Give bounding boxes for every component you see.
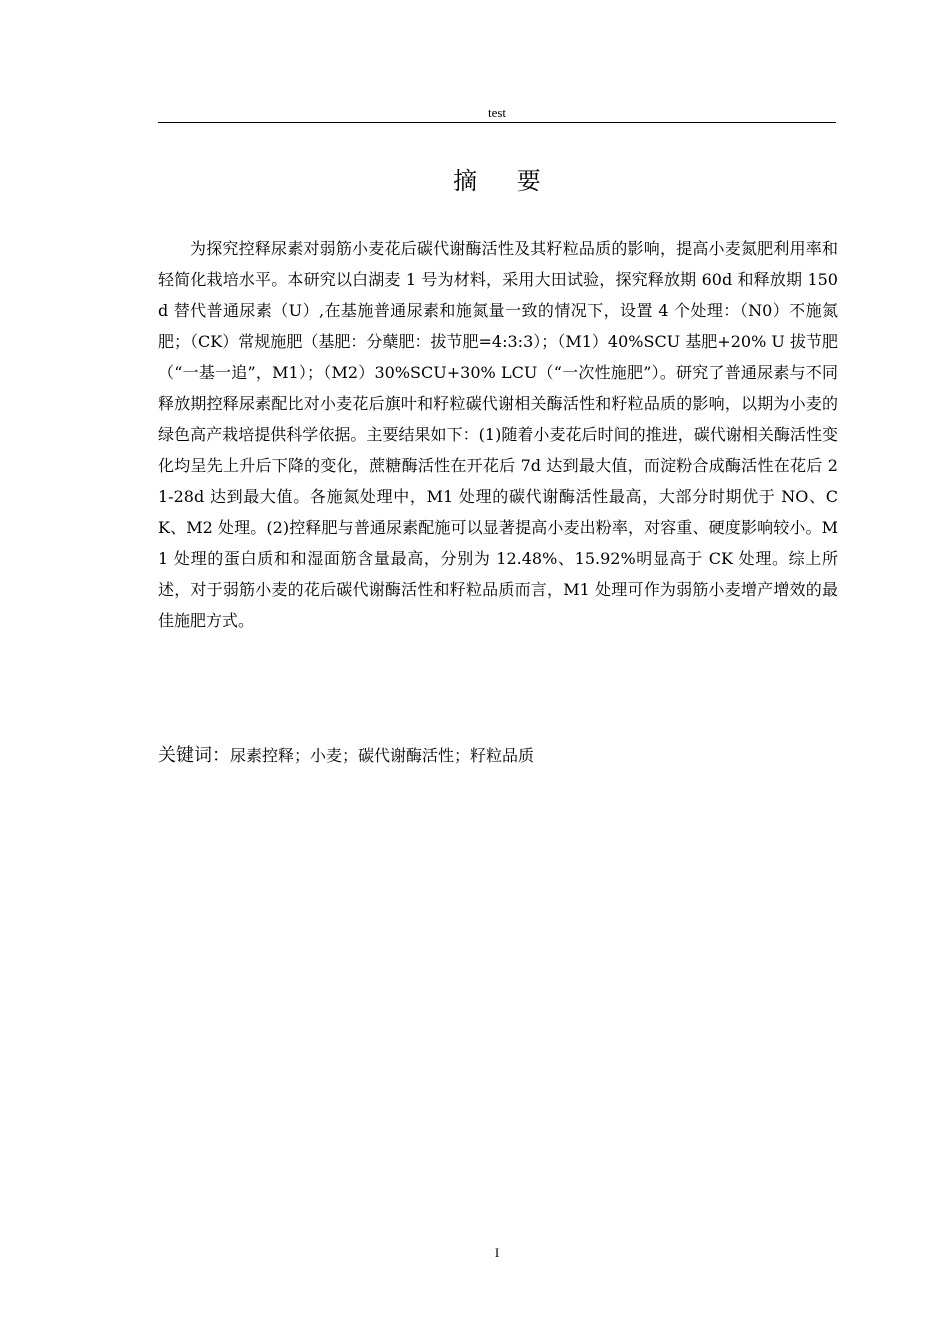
running-header: test <box>487 105 507 120</box>
keywords-text: 尿素控释；小麦；碳代谢酶活性；籽粒品质 <box>230 746 535 765</box>
abstract-title: 摘 要 <box>453 167 557 195</box>
page-number: I <box>494 1245 500 1260</box>
abstract-body: 为探究控释尿素对弱筋小麦花后碳代谢酶活性及其籽粒品质的影响，提高小麦氮肥利用率和轻简化栽培水平。本研究以白湖麦 1 号为材料，采用大田试验，探究释放期 60d 和释放期 150d 替代普通尿素（U）,在基施普通尿素和施氮量一致的情况下，设置 4 个处理：（N0）不施氮肥；（CK）常规施肥（基肥：分蘖肥：拔节肥=4:3:3）；（M1）40%SCU 基肥+20% U 拔节肥（“一基一追”，M1）；（M2）30%SCU+30% LCU（“一次性施肥”）。研究了普通尿素与不同释放期控释尿素配比对小麦花后旗叶和籽粒碳代谢相关酶活性和籽粒品质的影响，以期为小麦的绿色高产栽培提供科学依据。主要结果如下：(1)随着小麦花后时间的推进，碳代谢相关酶活性变化均呈先上升后下降的变化，蔗糖酶活性在开花后 7d 达到最大值，而淀粉合成酶活性在花后 21-28d 达到最大值。各施氮处理中，M1 处理的碳代谢酶活性最高，大部分时期优于 NO、CK、M2 处理。(2)控释肥与普通尿素配施可以显著提高小麦出粉率，对容重、硬度影响较小。M1 处理的蛋白质和和湿面筋含量最高，分别为 12.48%、15.92%明显高于 CK 处理。综上所述，对于弱筋小麦的花后碳代谢酶活性和籽粒品质而言，M1 处理可作为弱筋小麦增产增效的最佳施肥方式。 <box>158 239 838 630</box>
keywords-label: 关键词： <box>158 745 230 766</box>
header-rule <box>158 122 836 123</box>
keywords-line <box>158 741 838 771</box>
